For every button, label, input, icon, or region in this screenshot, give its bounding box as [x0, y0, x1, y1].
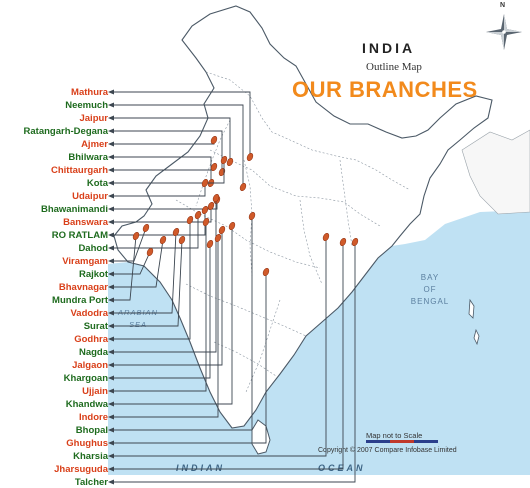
branch-pin-icon-24[interactable] — [202, 217, 210, 226]
leader-arrow-14 — [108, 259, 114, 264]
copyright-note: Copyright © 2007 Compare Infobase Limited — [318, 447, 457, 454]
branch-label-1[interactable]: Mathura — [71, 86, 108, 98]
leader-line-17 — [112, 236, 136, 300]
arabian-sea-label-1: ARABIAN — [118, 308, 158, 317]
leader-arrow-6 — [108, 155, 114, 160]
leader-line-16 — [112, 240, 163, 287]
leader-arrow-27 — [108, 428, 114, 433]
branch-pin-icon-26[interactable] — [214, 233, 222, 242]
leader-arrow-5 — [108, 142, 114, 147]
leader-line-15 — [112, 252, 150, 274]
branch-pin-icon-22[interactable] — [218, 225, 226, 234]
branch-pin-icon-4[interactable] — [218, 167, 226, 176]
branch-label-22[interactable]: Jalgaon — [72, 359, 108, 371]
leader-arrow-28 — [108, 441, 114, 446]
branch-label-17[interactable]: Mundra Port — [52, 294, 108, 306]
leader-line-31 — [112, 242, 355, 482]
branch-label-21[interactable]: Nagda — [78, 346, 108, 358]
leader-line-24 — [112, 222, 206, 391]
leader-arrow-3 — [108, 116, 114, 121]
leader-arrow-24 — [108, 389, 114, 394]
leader-arrow-12 — [108, 233, 114, 238]
branch-label-30[interactable]: Jharsuguda — [54, 463, 108, 475]
branch-pin-icon-20[interactable] — [186, 215, 194, 224]
branch-label-8[interactable]: Kota — [86, 177, 108, 189]
branch-label-20[interactable]: Godhra — [74, 333, 108, 345]
branch-label-26[interactable]: Indore — [78, 411, 108, 423]
branch-label-25[interactable]: Khandwa — [65, 398, 108, 410]
branch-label-2[interactable]: Neemuch — [65, 99, 108, 111]
leader-arrow-4 — [108, 129, 114, 134]
branch-pin-icon-15[interactable] — [146, 247, 154, 256]
branch-label-19[interactable]: Surat — [83, 320, 108, 332]
bay-of-bengal-label-3: BENGAL — [410, 297, 450, 306]
leader-line-30 — [112, 242, 343, 469]
branch-label-9[interactable]: Udaipur — [72, 190, 108, 202]
branch-label-3[interactable]: Jaipur — [79, 112, 108, 124]
branch-label-24[interactable]: Ujjain — [82, 385, 108, 397]
leader-arrow-25 — [108, 402, 114, 407]
branch-label-16[interactable]: Bhavnagar — [58, 281, 108, 293]
branch-label-14[interactable]: Viramgam — [62, 255, 108, 267]
branch-pin-icon-29[interactable] — [322, 232, 330, 241]
leader-arrow-23 — [108, 376, 114, 381]
branch-pin-icon-14[interactable] — [142, 223, 150, 232]
branch-pin-icon-30[interactable] — [339, 237, 347, 246]
leader-arrow-16 — [108, 285, 114, 290]
leader-arrow-17 — [108, 298, 114, 303]
leader-arrow-22 — [108, 363, 114, 368]
branch-label-11[interactable]: Banswara — [63, 216, 108, 228]
indian-ocean-label-2: OCEAN — [318, 463, 366, 473]
branch-pin-icon-5[interactable] — [210, 135, 218, 144]
leader-line-26 — [112, 238, 218, 417]
branch-pin-icon-28[interactable] — [262, 267, 270, 276]
branch-pin-icon-2[interactable] — [239, 182, 247, 191]
leader-line-5 — [112, 140, 214, 144]
leader-line-22 — [112, 230, 222, 365]
leader-arrow-13 — [108, 246, 114, 251]
branch-pin-icon-23[interactable] — [206, 239, 214, 248]
branch-pin-icon-13[interactable] — [194, 210, 202, 219]
bay-of-bengal-label-2: OF — [423, 285, 437, 294]
leader-arrow-10 — [108, 207, 114, 212]
bay-of-bengal-label-1: BAY — [420, 273, 440, 282]
branch-label-5[interactable]: Ajmer — [81, 138, 108, 150]
map-title: INDIA — [362, 40, 416, 56]
leader-arrow-26 — [108, 415, 114, 420]
leader-arrow-8 — [108, 181, 114, 186]
leader-line-13 — [112, 215, 198, 248]
branch-label-15[interactable]: Rajkot — [78, 268, 108, 280]
branch-pin-icon-17[interactable] — [132, 231, 140, 240]
branch-label-18[interactable]: Vadodra — [70, 307, 108, 319]
branch-label-6[interactable]: Bhilwara — [68, 151, 108, 163]
leader-arrow-7 — [108, 168, 114, 173]
indian-ocean-label-1: INDIAN — [176, 463, 225, 473]
branch-pin-icon-31[interactable] — [351, 237, 359, 246]
leader-line-7 — [112, 167, 214, 170]
leader-line-29 — [112, 237, 326, 456]
leader-line-4 — [112, 131, 222, 172]
leader-arrow-21 — [108, 350, 114, 355]
branch-label-7[interactable]: Chittaurgarh — [51, 164, 108, 176]
branch-label-10[interactable]: Bhawanimandi — [40, 203, 108, 215]
branch-label-27[interactable]: Bhopal — [75, 424, 108, 436]
branch-pin-icon-27[interactable] — [248, 211, 256, 220]
leader-arrow-9 — [108, 194, 114, 199]
leader-line-14 — [112, 228, 146, 261]
leader-line-10 — [112, 200, 217, 209]
compass-north-label: N — [500, 2, 506, 9]
leader-arrow-1 — [108, 90, 114, 95]
branch-label-13[interactable]: Dahod — [78, 242, 108, 254]
leader-arrow-31 — [108, 480, 114, 485]
branch-label-28[interactable]: Ghughus — [66, 437, 108, 449]
leader-line-18 — [112, 232, 176, 313]
leader-arrow-30 — [108, 467, 114, 472]
leader-arrow-20 — [108, 337, 114, 342]
leader-arrow-2 — [108, 103, 114, 108]
leader-arrow-18 — [108, 311, 114, 316]
branch-label-29[interactable]: Kharsia — [73, 450, 108, 462]
branch-pin-icon-16[interactable] — [159, 235, 167, 244]
map-scale-note: Map not to Scale — [366, 431, 423, 440]
map-subtitle: Outline Map — [366, 61, 422, 73]
branches-heading: OUR BRANCHES — [292, 77, 478, 102]
branch-label-4[interactable]: Ratangarh-Degana — [23, 125, 108, 137]
leader-line-25 — [112, 226, 232, 404]
branch-label-23[interactable]: Khargoan — [63, 372, 108, 384]
leader-line-23 — [112, 244, 210, 378]
leader-arrow-15 — [108, 272, 114, 277]
branch-label-12[interactable]: RO RATLAM — [51, 229, 108, 241]
leader-arrow-19 — [108, 324, 114, 329]
leader-line-1 — [112, 92, 250, 157]
leader-arrow-29 — [108, 454, 114, 459]
branch-pin-icon-25[interactable] — [228, 221, 236, 230]
branch-label-31[interactable]: Talcher — [74, 476, 108, 488]
arabian-sea-label-2: SEA — [128, 320, 147, 329]
leader-arrow-11 — [108, 220, 114, 225]
leader-line-21 — [112, 198, 216, 352]
branch-pin-icon-9[interactable] — [201, 178, 209, 187]
branch-pin-icon-1[interactable] — [246, 152, 254, 161]
branch-pin-icon-19[interactable] — [178, 235, 186, 244]
leader-line-9 — [112, 183, 205, 196]
